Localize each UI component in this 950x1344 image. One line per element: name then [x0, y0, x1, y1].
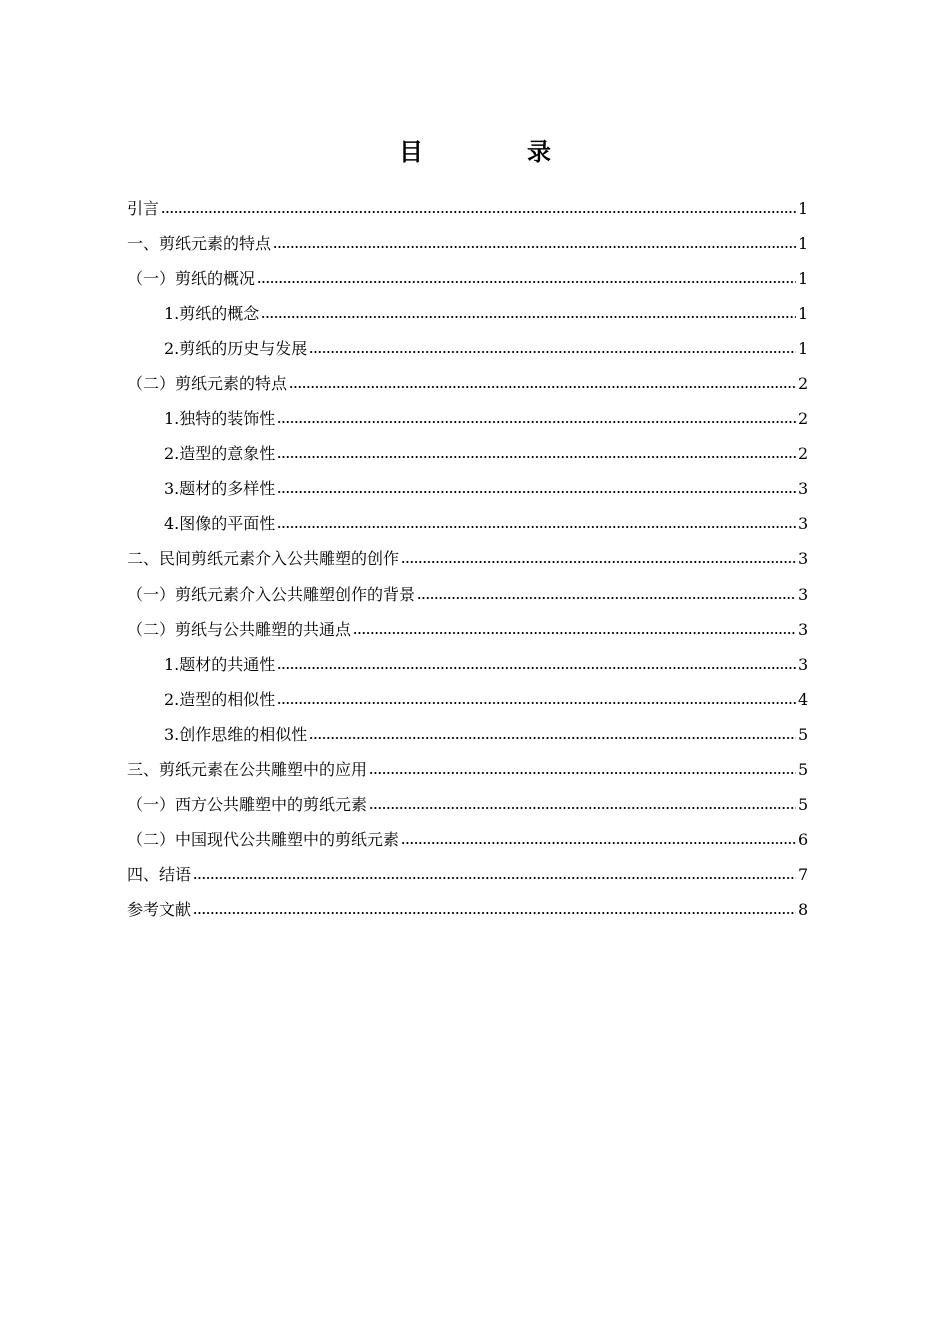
- toc-entry[interactable]: [127, 647, 808, 682]
- toc-entry-label: （一）剪纸的概况: [127, 268, 256, 288]
- toc-entry-label: 1.题材的共通性: [164, 654, 276, 674]
- toc-entry-label: （二）剪纸元素的特点: [127, 374, 288, 394]
- toc-entry[interactable]: [127, 507, 808, 542]
- toc-entry-page-number: 2: [798, 374, 809, 394]
- toc-entry[interactable]: [127, 788, 808, 823]
- toc-dot-leader: [277, 491, 796, 493]
- toc-entry-page-number: 3: [798, 514, 809, 534]
- page-title: 目 录: [399, 138, 591, 166]
- toc-entry-page-number: 1: [798, 233, 809, 253]
- toc-entry-label: （一）剪纸元素介入公共雕塑创作的背景: [127, 584, 416, 604]
- toc-dot-leader: [193, 877, 796, 879]
- toc-entry[interactable]: [127, 366, 808, 401]
- toc-entry-label: 2.造型的意象性: [164, 444, 276, 464]
- toc-entry-page-number: 5: [798, 724, 809, 744]
- toc-dot-leader: [161, 211, 796, 213]
- toc-entry-page-number: 3: [798, 549, 809, 569]
- toc-entry-page-number: 7: [798, 865, 809, 885]
- toc-dot-leader: [277, 526, 796, 528]
- toc-dot-leader: [401, 561, 796, 563]
- toc-entry[interactable]: [127, 577, 808, 612]
- toc-entry-page-number: 1: [798, 198, 809, 218]
- toc-dot-leader: [401, 842, 796, 844]
- toc-entry[interactable]: [127, 472, 808, 507]
- toc-entry-page-number: 1: [798, 268, 809, 288]
- toc-entry-label: 3.创作思维的相似性: [164, 724, 308, 744]
- toc-dot-leader: [309, 351, 796, 353]
- toc-dot-leader: [273, 246, 796, 248]
- toc-entry-label: 3.题材的多样性: [164, 479, 276, 499]
- toc-dot-leader: [193, 912, 796, 914]
- table-of-contents: [127, 191, 808, 928]
- toc-dot-leader: [353, 632, 796, 634]
- toc-entry[interactable]: [127, 296, 808, 331]
- toc-entry[interactable]: [127, 402, 808, 437]
- toc-entry-label: 参考文献: [127, 900, 192, 920]
- toc-dot-leader: [369, 807, 796, 809]
- toc-entry-page-number: 3: [798, 654, 809, 674]
- toc-dot-leader: [369, 772, 796, 774]
- toc-entry-label: 2.剪纸的历史与发展: [164, 338, 308, 358]
- toc-entry-page-number: 3: [798, 619, 809, 639]
- toc-entry[interactable]: [127, 893, 808, 928]
- toc-entry-label: （一）西方公共雕塑中的剪纸元素: [127, 795, 368, 815]
- toc-entry[interactable]: [127, 612, 808, 647]
- toc-dot-leader: [289, 386, 796, 388]
- toc-entry-label: 4.图像的平面性: [164, 514, 276, 534]
- toc-entry-label: 三、剪纸元素在公共雕塑中的应用: [127, 760, 368, 780]
- toc-dot-leader: [309, 737, 796, 739]
- toc-dot-leader: [277, 456, 796, 458]
- toc-entry-page-number: 3: [798, 479, 809, 499]
- toc-entry-label: 1.独特的装饰性: [164, 409, 276, 429]
- toc-entry-page-number: 1: [798, 338, 809, 358]
- toc-entry[interactable]: [127, 858, 808, 893]
- toc-dot-leader: [417, 597, 796, 599]
- toc-entry-label: 一、剪纸元素的特点: [127, 233, 272, 253]
- toc-entry-page-number: 3: [798, 584, 809, 604]
- toc-entry[interactable]: [127, 226, 808, 261]
- toc-dot-leader: [277, 702, 796, 704]
- toc-entry-page-number: 5: [798, 795, 809, 815]
- toc-entry-page-number: 2: [798, 409, 809, 429]
- toc-entry[interactable]: [127, 331, 808, 366]
- toc-entry[interactable]: [127, 682, 808, 717]
- toc-dot-leader: [277, 667, 796, 669]
- toc-entry-page-number: 1: [798, 303, 809, 323]
- toc-entry[interactable]: [127, 437, 808, 472]
- toc-dot-leader: [277, 421, 796, 423]
- toc-entry[interactable]: [127, 823, 808, 858]
- toc-entry[interactable]: [127, 542, 808, 577]
- toc-entry-label: 引言: [127, 198, 160, 218]
- toc-dot-leader: [257, 281, 796, 283]
- toc-entry[interactable]: [127, 753, 808, 788]
- toc-entry[interactable]: [127, 717, 808, 752]
- toc-entry-label: 四、结语: [127, 865, 192, 885]
- toc-entry-label: 2.造型的相似性: [164, 689, 276, 709]
- toc-entry-label: 二、民间剪纸元素介入公共雕塑的创作: [127, 549, 400, 569]
- toc-entry-label: （二）剪纸与公共雕塑的共通点: [127, 619, 352, 639]
- toc-entry-label: 1.剪纸的概念: [164, 303, 260, 323]
- toc-entry[interactable]: [127, 191, 808, 226]
- toc-entry-page-number: 2: [798, 444, 809, 464]
- toc-entry-label: （二）中国现代公共雕塑中的剪纸元素: [127, 830, 400, 850]
- toc-entry[interactable]: [127, 261, 808, 296]
- toc-entry-page-number: 6: [798, 830, 809, 850]
- toc-entry-page-number: 5: [798, 760, 809, 780]
- toc-entry-page-number: 4: [798, 689, 809, 709]
- toc-entry-page-number: 8: [798, 900, 809, 920]
- toc-dot-leader: [261, 316, 796, 318]
